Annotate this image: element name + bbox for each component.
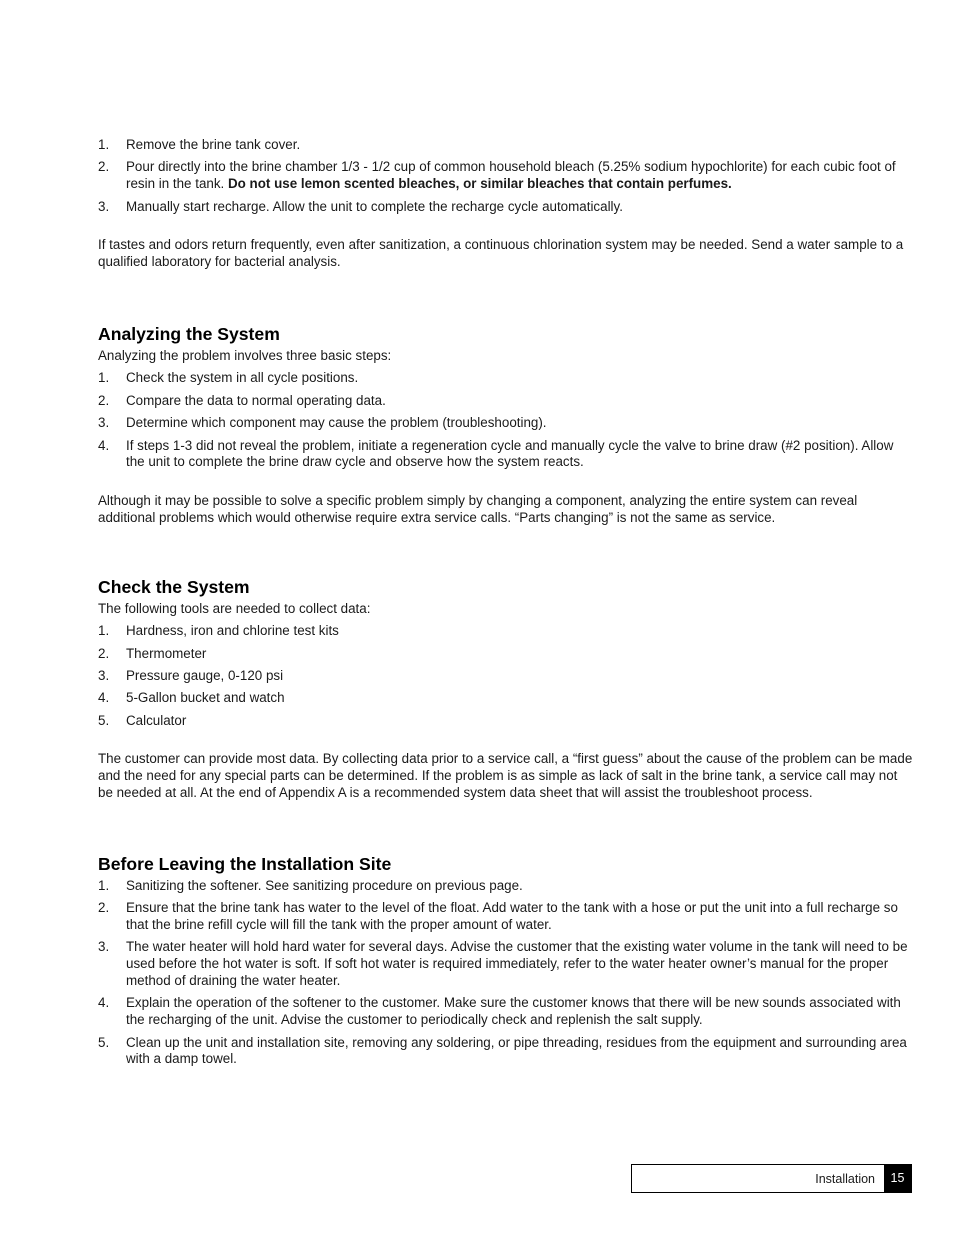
tastes-paragraph: If tastes and odors return frequently, even after sanitization, a continuous chlorination system may be needed. Send a water sample to a qualified laboratory for bacterial analysis. [98, 237, 904, 270]
list-text: Calculator [126, 712, 187, 728]
list-text: Remove the brine tank cover. [126, 137, 301, 152]
page-number: 15 [884, 1165, 911, 1192]
list-text: Manually start recharge. Allow the unit to complete the recharge cycle automatically. [126, 198, 623, 214]
list-number: 2. [98, 645, 110, 661]
check-tools-list [98, 623, 914, 729]
list-number: 4. [98, 690, 110, 706]
list-number: 5. [98, 712, 110, 728]
list-number: 1. [98, 370, 110, 386]
list-item [98, 646, 914, 663]
list-text: Sanitizing the softener. See sanitizing procedure on previous page. [126, 877, 523, 893]
list-item [98, 878, 914, 895]
list-item [98, 393, 914, 410]
list-item [98, 199, 914, 216]
list-text: Clean up the unit and installation site, removing any soldering, or pipe threading, residues from the equipment and surrounding area with a damp towel. [126, 1034, 907, 1067]
section-heading-analyzing: Analyzing the System [98, 323, 280, 344]
page-footer [631, 1164, 912, 1193]
list-item [98, 415, 914, 432]
list-text: Check the system in all cycle positions. [126, 370, 359, 386]
list-text: If steps 1-3 did not reveal the problem, initiate a regeneration cycle and manually cycle the valve to brine draw (#2 position). Allow the unit to complete the brine draw cycle and observe how the system reacts. [126, 437, 894, 470]
list-item [98, 438, 914, 472]
list-text: The water heater will hold hard water for several days. Advise the customer that the existing water volume in the tank will need to be used before the hot water is soft. If soft hot water is required immediately, refer to the water heater owner’s manual for the proper method of draining the water heater. [126, 939, 908, 989]
check-paragraph: The customer can provide most data. By collecting data prior to a service call, a “first guess” about the cause of the problem can be made and the need for any special parts can be determined. If the problem is as simple as lack of salt in the brine tank, a service call may not be needed at all. At the end of Appendix A is a recommended system data sheet that will assist the troubleshoot process. [98, 751, 913, 801]
check-intro: The following tools are needed to collect data: [98, 600, 371, 616]
list-number: 3. [98, 415, 110, 431]
sanitize-steps-list [98, 137, 914, 215]
list-number: 1. [98, 137, 110, 152]
analyzing-steps-list [98, 370, 914, 471]
list-item [98, 939, 914, 989]
list-item [98, 623, 914, 640]
list-text: Explain the operation of the softener to the customer. Make sure the customer knows that there will be new sounds associated with the recharging of the unit. Advise the customer to periodically check and replenish the salt supply. [126, 995, 901, 1028]
analyzing-intro: Analyzing the problem involves three basic steps: [98, 347, 392, 363]
list-text: Hardness, iron and chlorine test kits [126, 623, 339, 639]
list-text: Ensure that the brine tank has water to the level of the float. Add water to the tank with a hose or put the unit into a full recharge so that the brine refill cycle will fill the tank with the proper amount of water. [126, 900, 898, 933]
list-item [98, 690, 914, 707]
section-heading-leaving: Before Leaving the Installation Site [98, 853, 392, 874]
list-text: Compare the data to normal operating data. [126, 392, 386, 408]
list-number: 3. [98, 198, 110, 214]
page-content [98, 137, 914, 1074]
list-text: Determine which component may cause the problem (troubleshooting). [126, 415, 547, 431]
list-text: Pressure gauge, 0-120 psi [126, 667, 284, 683]
section-heading-check: Check the System [98, 576, 250, 597]
list-item [98, 995, 914, 1029]
list-item [98, 137, 914, 154]
list-number: 1. [98, 623, 110, 639]
leaving-steps-list [98, 878, 914, 1068]
footer-section-label: Installation [815, 1172, 875, 1186]
list-number: 4. [98, 437, 110, 453]
warning-text: Do not use lemon scented bleaches, or similar bleaches that contain perfumes. [227, 176, 732, 192]
list-number: 2. [98, 900, 110, 916]
analyzing-paragraph: Although it may be possible to solve a specific problem simply by changing a component, analyzing the entire system can reveal additional problems which would otherwise require extra service calls. “Parts changing” is not the same as service. [98, 493, 858, 525]
list-number: 1. [98, 877, 110, 893]
list-item [98, 713, 914, 730]
list-number: 3. [98, 667, 110, 683]
list-item [98, 1035, 914, 1069]
list-number: 4. [98, 995, 110, 1011]
list-number: 3. [98, 939, 110, 955]
list-number: 2. [98, 159, 110, 175]
list-text: 5-Gallon bucket and watch [126, 690, 285, 706]
list-item [98, 668, 914, 685]
list-number: 5. [98, 1034, 110, 1050]
list-number: 2. [98, 392, 110, 408]
list-item [98, 159, 914, 193]
list-text: Pour directly into the brine chamber 1/3 - 1/2 cup of common household bleach (5.25% sodium hypochlorite) for each cubic foot of resin in the tank. [126, 159, 896, 192]
list-item [98, 370, 914, 387]
list-item [98, 900, 914, 934]
list-text: Thermometer [126, 645, 207, 661]
